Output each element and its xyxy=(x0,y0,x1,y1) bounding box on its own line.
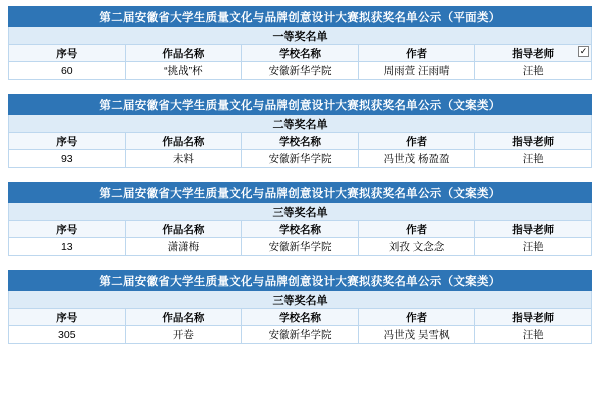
cell-seq: 93 xyxy=(9,150,126,168)
cell-teacher: 汪艳 xyxy=(475,62,592,80)
column-header-teacher xyxy=(475,45,592,62)
table-subtitle-row xyxy=(9,203,592,221)
cell-work: 潇潇梅 xyxy=(125,238,242,256)
cell-school: 安徽新华学院 xyxy=(242,150,359,168)
cell-teacher: 汪艳 xyxy=(475,238,592,256)
checkbox-icon[interactable]: ✓ xyxy=(579,46,588,56)
table-header-row xyxy=(9,221,592,238)
column-header-author: 作者 xyxy=(358,45,475,62)
table-subtitle: 三等奖名单 xyxy=(9,203,592,221)
cell-author: 冯世茂 杨盈盈 xyxy=(358,150,475,168)
table-row xyxy=(9,150,592,168)
table-subtitle-row xyxy=(9,115,592,133)
column-header-teacher: 指导老师 xyxy=(475,221,592,238)
table-header-row xyxy=(9,133,592,150)
table-title: 第二届安徽省大学生质量文化与品牌创意设计大赛拟获奖名单公示（平面类） xyxy=(9,7,592,27)
column-header-author: 作者 xyxy=(358,133,475,150)
column-header-work: 作品名称 xyxy=(125,133,242,150)
cell-school: 安徽新华学院 xyxy=(242,238,359,256)
table-subtitle: 一等奖名单 xyxy=(9,27,592,45)
cell-seq: 13 xyxy=(9,238,126,256)
cell-work: 开卷 xyxy=(125,326,242,344)
table-row xyxy=(9,326,592,344)
table-title-row xyxy=(9,183,592,203)
cell-seq: 305 xyxy=(9,326,126,344)
cell-work: “挑战”杯 xyxy=(125,62,242,80)
table-row xyxy=(9,238,592,256)
award-table-1 xyxy=(8,6,592,80)
cell-work: 未料 xyxy=(125,150,242,168)
table-header-row xyxy=(9,45,592,62)
column-header-school: 学校名称 xyxy=(242,133,359,150)
cell-author: 刘孜 文念念 xyxy=(358,238,475,256)
table-title-row xyxy=(9,271,592,291)
award-table-3 xyxy=(8,182,592,256)
column-header-school: 学校名称 xyxy=(242,45,359,62)
cell-teacher: 汪艳 xyxy=(475,150,592,168)
award-table-2 xyxy=(8,94,592,168)
table-header-row xyxy=(9,309,592,326)
cell-teacher: 汪艳 xyxy=(475,326,592,344)
table-title: 第二届安徽省大学生质量文化与品牌创意设计大赛拟获奖名单公示（文案类） xyxy=(9,271,592,291)
column-header-seq: 序号 xyxy=(9,133,126,150)
table-subtitle-row xyxy=(9,291,592,309)
column-header-teacher: 指导老师 xyxy=(475,133,592,150)
cell-author: 冯世茂 吴雪枫 xyxy=(358,326,475,344)
table-subtitle: 三等奖名单 xyxy=(9,291,592,309)
cell-seq: 60 xyxy=(9,62,126,80)
table-title-row xyxy=(9,95,592,115)
column-header-school: 学校名称 xyxy=(242,309,359,326)
table-title-row xyxy=(9,7,592,27)
cell-school: 安徽新华学院 xyxy=(242,62,359,80)
award-block-1 xyxy=(8,6,592,80)
table-title: 第二届安徽省大学生质量文化与品牌创意设计大赛拟获奖名单公示（文案类） xyxy=(9,95,592,115)
column-header-work: 作品名称 xyxy=(125,45,242,62)
award-block-3 xyxy=(8,182,592,256)
column-header-work: 作品名称 xyxy=(125,309,242,326)
award-block-2 xyxy=(8,94,592,168)
table-row xyxy=(9,62,592,80)
column-header-author: 作者 xyxy=(358,309,475,326)
table-subtitle: 二等奖名单 xyxy=(9,115,592,133)
column-header-seq: 序号 xyxy=(9,45,126,62)
award-table-4 xyxy=(8,270,592,344)
column-header-author: 作者 xyxy=(358,221,475,238)
cell-author: 周雨萱 汪雨晴 xyxy=(358,62,475,80)
cell-school: 安徽新华学院 xyxy=(242,326,359,344)
column-header-school: 学校名称 xyxy=(242,221,359,238)
column-header-work: 作品名称 xyxy=(125,221,242,238)
table-subtitle-row xyxy=(9,27,592,45)
column-header-seq: 序号 xyxy=(9,309,126,326)
column-header-teacher-label: 指导老师 xyxy=(512,47,555,60)
award-block-4 xyxy=(8,270,592,344)
column-header-seq: 序号 xyxy=(9,221,126,238)
table-title: 第二届安徽省大学生质量文化与品牌创意设计大赛拟获奖名单公示（文案类） xyxy=(9,183,592,203)
column-header-teacher: 指导老师 xyxy=(475,309,592,326)
